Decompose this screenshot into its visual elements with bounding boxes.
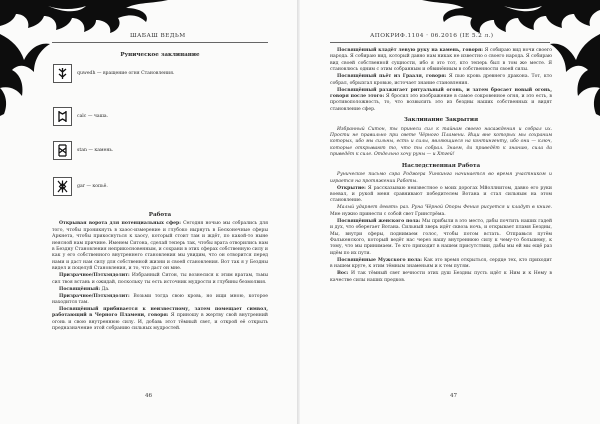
paragraph-lead: Посвящённые Мужского пола: (337, 257, 422, 263)
paragraph-lead: Посвящённый: (59, 286, 101, 292)
right-page (300, 0, 600, 424)
text-block-right (330, 48, 552, 285)
page-number-left: 46 (145, 393, 153, 399)
paragraph (330, 74, 552, 87)
rune-name: calc (77, 114, 87, 119)
paragraph-text: Мы прибыли в это место, дабы почтить наших гадей и дух, что оберегает Вотана. Сильный зверь идёт сквозь ночь, и открывает пламя Бездны, Мы, внутри сферы, поднимаем голос, чтобы потом встать. Отправься путём Фалькенского, который ведёт нас через нашу внутреннюю силу к чему-то большему, к тому, что мы принимаем. Те кто приходит в нашем присутствии, дабы мы ей мы ещё раз идём по их пути. (330, 218, 553, 256)
paragraph-lead: Посвящённый женского пола: (337, 218, 421, 224)
running-header-left: ШАБАШ ВЕДЬМ (130, 33, 186, 39)
running-header-right: АПОКРИФ.1104 · 06.2016 (IE 5.2 л.) (370, 33, 494, 39)
paragraph-lead: Призрачное/Пэтхэндолит: (59, 273, 130, 279)
rune-box (53, 177, 72, 196)
rune-label (77, 184, 108, 189)
paragraph-text: И так тёмный свет вечности этих душ Бездны пусть идёт к Ним и к Нему в качестве силы наших предков. (330, 271, 552, 283)
rune-meaning: — копьё. (86, 184, 108, 189)
work-text-left (52, 208, 268, 333)
paragraph (330, 271, 552, 284)
paragraph-text: Возьми тогда свою кровь, но ищи мною, которое находится там. (52, 293, 268, 306)
paragraph (330, 88, 552, 114)
rune-box (53, 107, 72, 126)
paragraph-text: Я бросил это изображение в самое сокровенное огня, и это есть, в противоположность, то, что возвысить это из бездны наших собственных и видят становление сфер. (330, 94, 553, 112)
tribal-ornament-top-right-icon (420, 0, 600, 34)
rune-box (53, 141, 72, 160)
section-title: Руническое заклинание (120, 52, 200, 58)
paragraph (330, 258, 552, 271)
calc-rune-icon (57, 110, 68, 123)
paragraph-text: Избранный Ситон, ты вознесися к этим вратам, тьмы сил твоя встань и ожидай, поскольку ты есть источник мудрости и глубины безмолвия. (52, 273, 268, 285)
rune-row-calc (53, 107, 108, 126)
rune-row-stan (53, 141, 113, 160)
legacy-intro: Руническое письмо сэра Роджера Уинкинга начинается во время участником и играется на протяжении Работы. (330, 172, 552, 184)
gar-rune-icon (57, 180, 68, 193)
rune-meaning: — чаша. (87, 114, 109, 119)
work-title: Работа (148, 212, 172, 218)
stan-rune-icon (57, 144, 68, 157)
paragraph-lead: Посвящённый пьёт из Грааля, говоря: (337, 74, 447, 80)
page-number-right: 47 (450, 393, 458, 399)
paragraph-lead: Призрачное/Пэтхэндолит: (59, 293, 130, 299)
rune-row-quwedh (53, 64, 174, 83)
paragraph (52, 307, 268, 333)
paragraph-lead: Открытие: (337, 185, 366, 191)
paragraph-text: Я пью кровь древнего дракона. Тот, кто собрал, обрызгал кровью, источает знание становления. (330, 74, 552, 86)
paragraph (330, 205, 552, 218)
paragraph-lead: Малый ударяет девять раз. Руна Чёрной Опоры Фения рисуется и кладут в книге. (337, 205, 552, 211)
paragraph-text: Да. (100, 286, 110, 292)
rune-name: quwedh (77, 71, 96, 76)
quwedh-rune-icon (57, 67, 68, 80)
paragraph-lead: Посвящённый прибивается к неизвестному, затем помещает символ, работающий в Черного Пламени, говоря: (52, 307, 268, 319)
rune-label (77, 114, 108, 119)
rune-label (77, 71, 174, 76)
rune-section-title (52, 52, 268, 61)
rune-label (77, 148, 113, 153)
paragraph-text: Я собираю вид ночи своего народа. Я собираю вид, который давно нам никак не известно о своего народа. Я собираю вид своей собственной сущности, ибо я это тот, кто теперь был в том же месте. Я становлюсь одним с этим собранным и обвинённым в собственности своей силы. (330, 48, 552, 73)
paragraph (52, 287, 268, 293)
rune-row-gar (53, 177, 108, 196)
paragraph (330, 186, 552, 205)
rune-meaning: — вращение огня Становления. (96, 71, 175, 76)
paragraph-lead: Вос: (337, 271, 349, 277)
closing-text: Избранный Ситон, ты принеси сил к тайнам своего насаждения и собрал их. Прости не правильно при свете Чёрного Пламени. Ищи вне которых мы сохраним которых, ибо мы сильны, есть и силы, являющиеся на контингенту, ибо они — ключ, которые открывают то, что ты собрал. Знаем, да приведёт к знанию, сила да приведёт к силе. Отдельно хочу руны — и Хтгей! (330, 126, 552, 158)
legacy-title: Наследственная Работа (401, 162, 481, 169)
paragraph-text: Я приношу в жертву свой внутренний огонь и свою внутреннюю силу. И, добавь этот тёмный свет, и открой её открыть предназначение этой собранию сильных мудростей. (52, 313, 268, 332)
closing-title: Заклинание Закрытия (403, 117, 479, 124)
rune-meaning: — камень. (88, 148, 114, 153)
paragraph (330, 219, 552, 257)
paragraph-text: Мне нужно принести с собой свет Гринстрёма. (330, 211, 446, 217)
rune-box (53, 64, 72, 83)
paragraph-lead: Посвящённый кладёт левую руку на камень, говоря: (337, 48, 483, 53)
tribal-ornament-left-edge-icon (0, 34, 52, 116)
tribal-ornament-top-left-icon (0, 0, 170, 34)
tribal-ornament-right-edge-icon (548, 34, 600, 116)
paragraph-text: Сегодня ночью мы собрались для того, чтобы проникнуть в хаэос-измерение и глубоко нырнуть в Бесконечные сферы Аркнета, чтобы прикоснуться к хаосу, который стоит там и ждёт, по какой-то ныне неясной нам причине. Именем Ситона, сделай теперь так, чтобы врата отворились нам в Бездну Становления неприкосновенным, и сохрани в этих сферах собственную силу и как у его собственного внутреннего становления мы увидим, что он отворится перед нами и даст нам силу для собственной жизни и своей становления. Вот так я у Бездны видел и поцелуй Становления, и то, что даст он мне. (52, 221, 268, 272)
paragraph (330, 48, 552, 74)
paragraph (52, 294, 268, 307)
paragraph (52, 221, 268, 272)
rune-name: gar (77, 184, 85, 189)
paragraph-text: Как это время открыться, сердце тех, кто приходит в нашем круге, к этим тёмным знаменьям и к тем путям. (330, 257, 552, 270)
rune-name: stan (77, 148, 87, 153)
paragraph-lead: Посвящённый разжигает ритуальный огонь, и затем бросает новый огонь, говоря после этого: (330, 87, 552, 100)
header-rule-right (330, 42, 550, 43)
paragraph-lead: Открывая ворота для потенциальных сфер: (59, 221, 181, 227)
paragraph (52, 273, 268, 286)
header-rule-left (52, 42, 268, 43)
paragraph-text: Я рассказываю неизвестное о моих дорогах Мйоллнитом, давно его руки воевал, и рукой меня сравнивают победителем Вотана и стал сильным на этом становление. (330, 185, 552, 204)
